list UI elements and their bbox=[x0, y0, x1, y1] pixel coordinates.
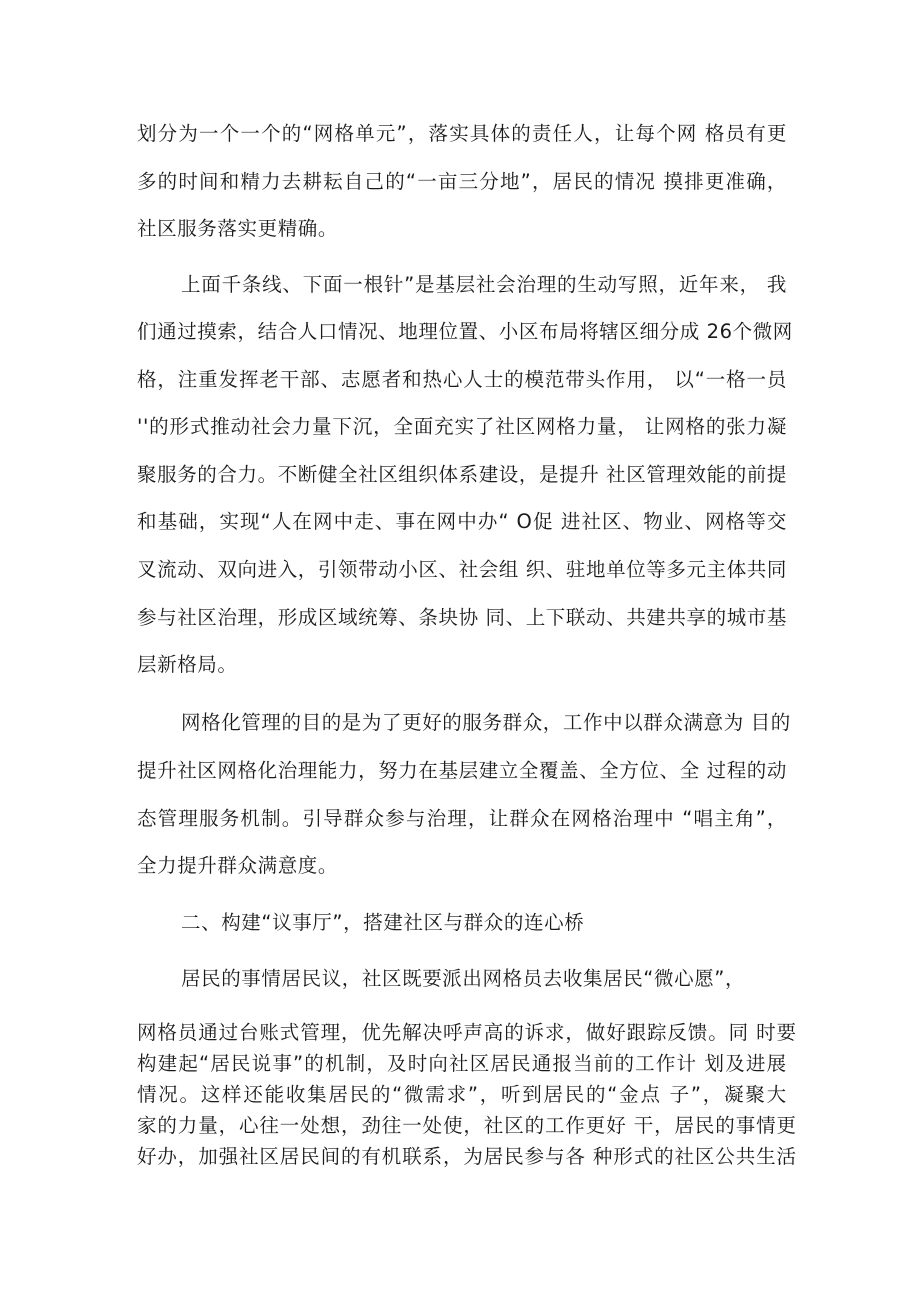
text-line: 态管理服务机制。引导群众参与治理，让群众在网格治理中 “唱主角”， bbox=[137, 807, 787, 830]
text-line: 网格员通过台账式管理，优先解决呼声高的诉求，做好跟踪反馈。同 时要 bbox=[137, 1021, 797, 1044]
text-line: 多的时间和精力去耕耘自己的“一亩三分地”，居民的情况 摸排更准确， bbox=[137, 170, 787, 193]
text-line: 社区服务落实更精确。 bbox=[137, 217, 339, 240]
section-heading: 二、构建“议事厅”，搭建社区与群众的连心桥 bbox=[181, 911, 585, 934]
text-line: 情况。这样还能收集居民的“微需求”，听到居民的“金点 子”，凝聚大 bbox=[137, 1083, 787, 1106]
text-line: 聚服务的合力。不断健全社区组织体系建设，是提升 社区管理效能的前提 bbox=[137, 463, 787, 486]
text-line: 划分为一个一个的“网格单元”，落实具体的责任人，让每个网 格员有更 bbox=[137, 122, 787, 145]
text-line: 层新格局。 bbox=[137, 653, 238, 676]
text-line: 提升社区网格化治理能力，努力在基层建立全覆盖、全方位、全 过程的动 bbox=[137, 759, 787, 782]
text-line: 和基础，实现“人在网中走、事在网中办“ O促 进社区、物业、网格等交 bbox=[137, 510, 787, 533]
text-line: 居民的事情居民议，社区既要派出网格员去收集居民“微心愿”， bbox=[181, 967, 746, 990]
text-line: 们通过摸索，结合人口情况、地理位置、小区布局将辖区细分成 26个微网 bbox=[137, 320, 793, 343]
text-line: 参与社区治理，形成区域统筹、条块协 同、上下联动、共建共享的城市基 bbox=[137, 606, 787, 629]
text-line: 格，注重发挥老干部、志愿者和热心人士的模范带头作用， 以“一格一员 bbox=[137, 368, 787, 391]
text-line: 构建起“居民说事”的机制，及时向社区居民通报当前的工作计 划及进展 bbox=[137, 1052, 787, 1075]
text-line: 上面千条线、下面一根针”是基层社会治理的生动写照，近年来， 我 bbox=[181, 273, 787, 296]
text-line: 网格化管理的目的是为了更好的服务群众，工作中以群众满意为 目的 bbox=[181, 711, 791, 734]
text-line: 好办，加强社区居民间的有机联系，为居民参与各 种形式的社区公共生活 bbox=[137, 1145, 797, 1168]
text-line: ''的形式推动社会力量下沉，全面充实了社区网格力量， 让网格的张力凝 bbox=[137, 415, 787, 438]
text-line: 全力提升群众满意度。 bbox=[137, 854, 339, 877]
text-line: 家的力量，心往一处想，劲往一处使，社区的工作更好 干，居民的事情更 bbox=[137, 1114, 797, 1137]
text-line: 叉流动、双向进入，引领带动小区、社会组 织、驻地单位等多元主体共同 bbox=[137, 558, 787, 581]
